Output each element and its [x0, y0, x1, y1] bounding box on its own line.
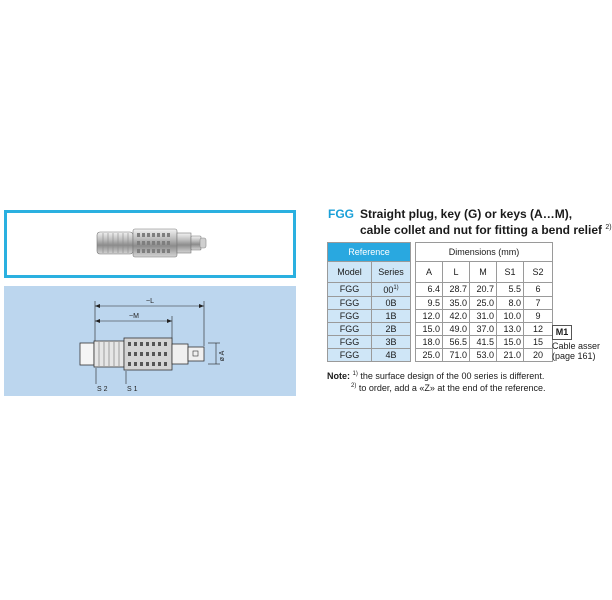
cell-S1: 15.0 — [497, 336, 524, 349]
cell-series — [372, 283, 411, 297]
cell-M: 37.0 — [470, 323, 497, 336]
table-row — [328, 336, 553, 349]
cell-series — [372, 310, 411, 323]
col-head-series: Series — [372, 262, 411, 283]
side-line-2: (page 161) — [552, 351, 596, 361]
title-code: FGG — [328, 207, 354, 221]
table-row — [328, 349, 553, 362]
dim-label-M: ~M — [129, 313, 139, 320]
cell-model: FGG — [328, 323, 372, 336]
cell-model: FGG — [328, 297, 372, 310]
col-head-S2: S2 — [524, 262, 553, 283]
cell-L: 71.0 — [443, 349, 470, 362]
title-footnote-ref: 2) — [605, 224, 612, 231]
reference-header: Reference — [328, 243, 411, 262]
note-2-text: to order, add a «Z» at the end of the reference. — [358, 383, 546, 393]
cell-A: 18.0 — [416, 336, 443, 349]
technical-drawing-panel — [4, 286, 296, 396]
dim-label-S1: S 1 — [127, 386, 138, 393]
col-head-A: A — [416, 262, 443, 283]
dimensions-table — [327, 242, 553, 362]
dim-label-A: ø A — [219, 350, 226, 362]
cell-S1: 21.0 — [497, 349, 524, 362]
title-text — [360, 207, 612, 237]
cell-series-value: 2B — [385, 323, 397, 334]
side-line-1: Cable asser — [552, 341, 601, 351]
note-1-text: the surface design of the 00 series is different. — [360, 371, 545, 381]
cell-S1: 5.5 — [497, 283, 524, 297]
col-head-S1: S1 — [497, 262, 524, 283]
dimension-drawing — [4, 286, 296, 396]
cell-A: 15.0 — [416, 323, 443, 336]
title-line-1: Straight plug, key (G) or keys (A…M), — [360, 207, 573, 221]
cell-series-value: 1B — [385, 310, 397, 321]
cable-assembly-reference — [552, 341, 600, 361]
cell-M: 41.5 — [470, 336, 497, 349]
title-line-2 — [360, 221, 612, 237]
cell-M: 20.7 — [470, 283, 497, 297]
cell-S2: 15 — [524, 336, 553, 349]
cell-series-value: 0B — [385, 297, 397, 308]
dimensions-header: Dimensions (mm) — [416, 243, 553, 262]
cell-A: 12.0 — [416, 310, 443, 323]
cell-A: 25.0 — [416, 349, 443, 362]
cell-S2: 12 — [524, 323, 553, 336]
cell-model: FGG — [328, 336, 372, 349]
cell-M: 25.0 — [470, 297, 497, 310]
product-photo-panel — [4, 210, 296, 278]
col-head-M: M — [470, 262, 497, 283]
cell-L: 56.5 — [443, 336, 470, 349]
title-line-2-text: cable collet and nut for fitting a bend relief — [360, 223, 603, 237]
table-row — [328, 323, 553, 336]
cell-S2: 20 — [524, 349, 553, 362]
cell-L: 28.7 — [443, 283, 470, 297]
connector-photo — [7, 213, 293, 275]
cell-L: 42.0 — [443, 310, 470, 323]
cell-L: 49.0 — [443, 323, 470, 336]
cell-S2: 7 — [524, 297, 553, 310]
cell-series — [372, 297, 411, 310]
cell-A: 6.4 — [416, 283, 443, 297]
notes — [327, 369, 546, 393]
cell-series-footnote: 1) — [393, 285, 399, 291]
cell-series-value: 00 — [383, 285, 394, 295]
cell-series-value: 4B — [385, 349, 397, 360]
cell-L: 35.0 — [443, 297, 470, 310]
cell-model: FGG — [328, 349, 372, 362]
m1-badge: M1 — [552, 325, 572, 340]
cell-series-value: 3B — [385, 336, 397, 347]
cell-model: FGG — [328, 283, 372, 297]
cell-A: 9.5 — [416, 297, 443, 310]
cell-model: FGG — [328, 310, 372, 323]
cell-S1: 13.0 — [497, 323, 524, 336]
cell-S2: 9 — [524, 310, 553, 323]
cell-series — [372, 323, 411, 336]
cell-M: 31.0 — [470, 310, 497, 323]
dim-label-S2: S 2 — [97, 386, 108, 393]
table-row — [328, 297, 553, 310]
note-2-ref: 2) — [351, 383, 357, 389]
cell-M: 53.0 — [470, 349, 497, 362]
note-2 — [327, 381, 546, 393]
col-head-model: Model — [328, 262, 372, 283]
table-row — [328, 283, 553, 297]
dim-label-L: ~L — [146, 298, 154, 305]
cell-S1: 10.0 — [497, 310, 524, 323]
cell-series — [372, 336, 411, 349]
table-row — [328, 310, 553, 323]
cell-S2: 6 — [524, 283, 553, 297]
col-head-L: L — [443, 262, 470, 283]
cell-S1: 8.0 — [497, 297, 524, 310]
note-1 — [327, 369, 546, 381]
note-label: Note: — [327, 371, 350, 381]
cell-series — [372, 349, 411, 362]
note-1-ref: 1) — [352, 371, 358, 377]
